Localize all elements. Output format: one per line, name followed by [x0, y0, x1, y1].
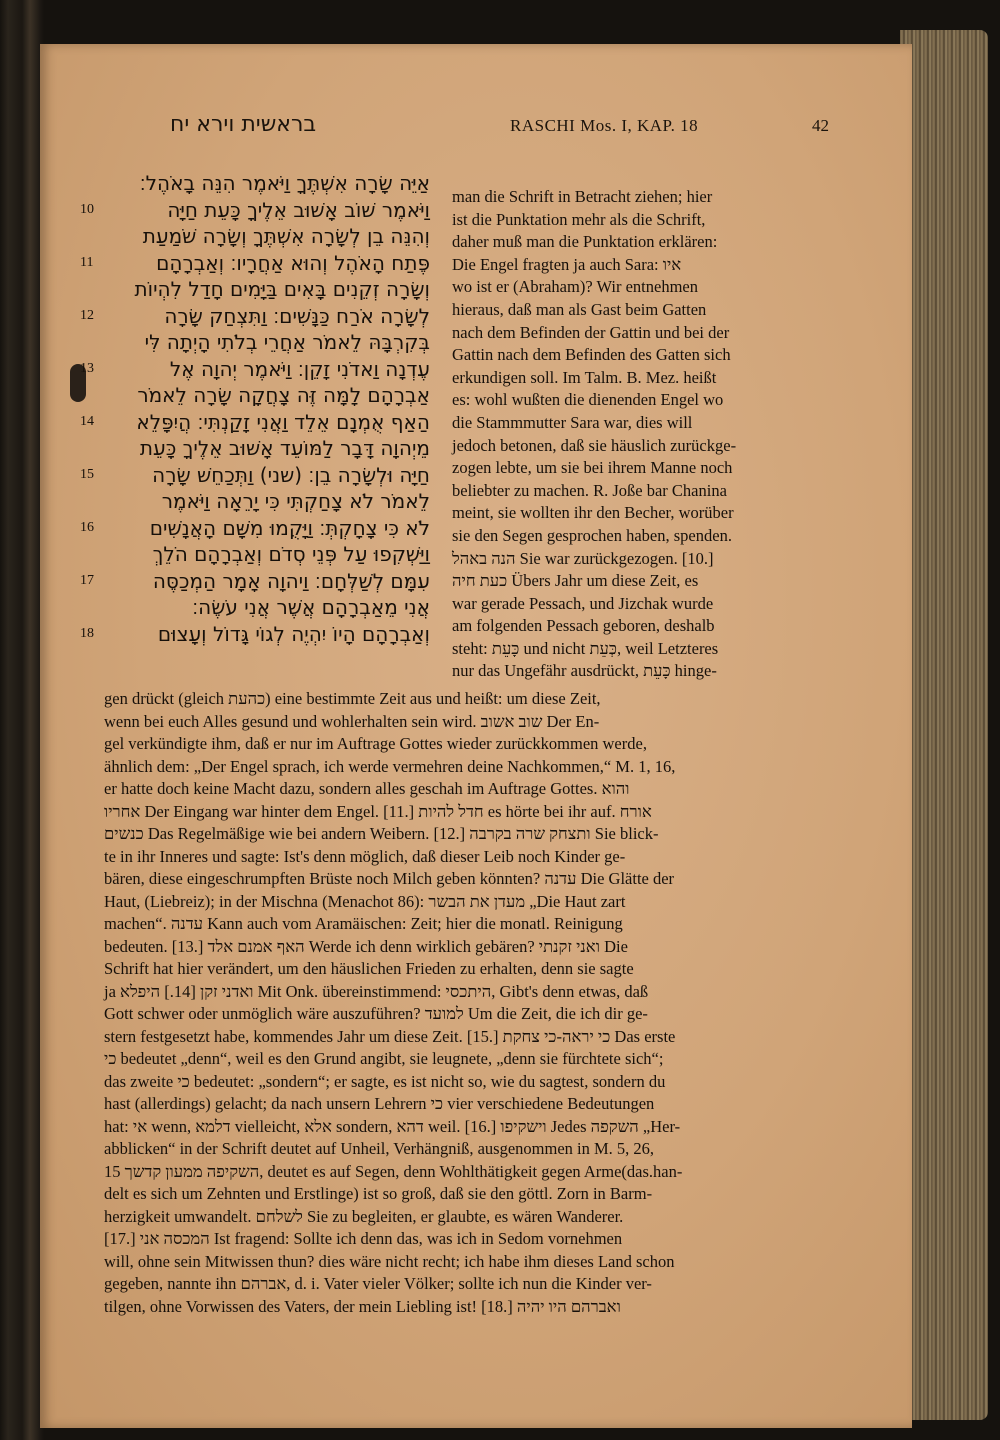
commentary-line: war gerade Pessach, und Jizchak wurde	[452, 593, 714, 613]
commentary-line: es: wohl wußten die dienenden Engel wo	[452, 390, 724, 410]
hebrew-verse-text: בְּקִרְבָּהּ לֵאמֹר אַחֲרֵי בְלֹתִי הָיְתָה לִּי	[144, 330, 430, 354]
commentary-line: te in ihr Inneres und sagte: Ist's denn möglich, daß dieser Leib noch Kinder ge-	[104, 846, 626, 866]
commentary-line: delt es sich um Zehnten und Erstlinge) ist so groß, daß sie den göttl. Zorn in Barm-	[104, 1184, 653, 1203]
hebrew-verse-line	[100, 435, 430, 462]
hebrew-verse-column	[80, 170, 430, 647]
hebrew-verse-text: לֹא כִּי צָחָקְתְּ׃ וַיָּקֻמוּ מִשָּׁם הָאֲנָשִׁים	[149, 515, 430, 540]
commentary-line: gegeben, nannte ihn אברהם, d. i. Vater vieler Völker; sollte ich nun die Kinder ver-	[104, 1274, 652, 1293]
hebrew-verse-line	[80, 409, 430, 436]
commentary-line: Haut, (Liebreiz); in der Mischna (Menachot 86): מעדן את הבשר „Die Haut zart	[104, 891, 626, 911]
commentary-line: man die Schrift in Betracht ziehen; hier	[452, 187, 713, 206]
commentary-line: כי bedeutet „denn“, weil es den Grund angibt, sie leugnete, „denn sie fürchtete sich“;	[104, 1049, 664, 1068]
commentary-line: nur das Ungefähr ausdrückt, כָּעֵת hinge-	[452, 661, 717, 681]
commentary-line: ja ואדני זקן [14.] היפלא Mit Onk. übereinstimmend: היתכסי, Gibt's denn etwas, daß	[104, 981, 649, 1001]
verse-number: 16	[80, 519, 94, 535]
verse-number: 18	[80, 625, 94, 641]
commentary-line: sie den Segen gesprochen haben, spenden.	[452, 525, 732, 545]
commentary-line: herzigkeit umwandelt. לשלחם Sie zu begleiten, er glaubte, es wären Wanderer.	[104, 1206, 624, 1226]
verse-number: 17	[80, 572, 94, 588]
hebrew-verse-text: לְשָׂרָה אֹרַח כַּנָּשִׁים׃ וַתִּצְחַק שָׂרָה	[164, 303, 430, 328]
commentary-line: tilgen, ohne Vorwissen des Vaters, der mein Liebling ist! [18.] ואברהם היו יהיה	[104, 1296, 621, 1316]
verse-number: 13	[80, 360, 94, 376]
verse-number: 12	[80, 307, 94, 323]
commentary-line: bären, diese eingeschrumpften Brüste noch Milch geben könnten? עדנה Die Glätte der	[104, 869, 675, 888]
commentary-line: stern festgesetzt habe, kommendes Jahr um diese Zeit. [15.] כי יראה-כי צחקת Das erste	[104, 1026, 676, 1046]
commentary-right-column	[452, 186, 830, 683]
hebrew-verse-line	[80, 303, 430, 330]
commentary-line: zogen lebte, um sie bei ihrem Manne noch	[452, 458, 733, 478]
hebrew-verse-text: אֲנִי מֵאַבְרָהָם אֲשֶׁר אֲנִי עֹשֶׂה׃	[192, 595, 430, 619]
commentary-line: כנשים Das Regelmäßige wie bei andern Weibern. [12.] ותצחק שרה בקרבה Sie blick-	[104, 824, 659, 843]
hebrew-verse-text: וַיֹּאמֶר שׁוֹב אָשׁוּב אֵלֶיךָ כָּעֵת חַיָּה	[167, 197, 430, 222]
commentary-line: er hatte doch keine Macht dazu, sondern alles geschah im Auftrage Gottes. והוא	[104, 779, 630, 798]
verse-number: 14	[80, 413, 94, 429]
commentary-line: hast (allerdings) gelacht; da nach unsern Lehrern כי vier verschiedene Bedeutungen	[104, 1094, 655, 1113]
verse-number: 10	[80, 201, 94, 217]
hebrew-verse-line	[80, 462, 430, 489]
page-edges	[900, 30, 988, 1420]
commentary-line: [17.] המכסה אני Ist fragend: Sollte ich denn das, was ich in Sedom vornehmen	[104, 1229, 623, 1248]
hebrew-verse-line	[100, 170, 430, 197]
hebrew-verse-text: לֵאמֹר לֹא צָחַקְתִּי כִּי יָרֵאָה וַיֹּאמֶר	[161, 489, 430, 513]
commentary-line: die Stammmutter Sara war, dies will	[452, 412, 693, 432]
hebrew-verse-line	[80, 621, 430, 648]
commentary-line: abblicken“ in der Schrift deutet auf Unheil, Verhängniß, ausgenommen in M. 5, 26,	[104, 1139, 655, 1158]
commentary-line: am folgenden Pessach geboren, deshalb	[452, 616, 715, 636]
hebrew-verse-line	[80, 250, 430, 277]
verse-number: 15	[80, 466, 94, 482]
hebrew-verse-text: וַיַּשְׁקִפוּ עַל פְּנֵי סְדֹם וְאַבְרָהָם הֹלֵךְ	[152, 542, 430, 566]
commentary-line: 15 השקיפה ממעון קדשך, deutet es auf Segen, denn Wohlthätigkeit gegen Arme(das.han-	[104, 1161, 683, 1181]
commentary-line: Die Engel fragten ja auch Sara: איו	[452, 254, 682, 274]
commentary-line: das zweite כי bedeutet: „sondern“; er sagte, es ist nicht so, wie du sagtest, sondern du	[104, 1071, 666, 1091]
hebrew-running-title: בראשית וירא יח	[170, 112, 317, 137]
page-number: 42	[812, 116, 829, 135]
commentary-line: machen“. עדנה Kann auch vom Aramäischen: Zeit; hier die monatl. Reinigung	[104, 914, 623, 933]
page-header	[120, 112, 840, 142]
commentary-line: כעת חיה Übers Jahr um diese Zeit, es	[452, 571, 699, 591]
hebrew-verse-text: מֵיְהוָה דָּבָר לַמּוֹעֵד אָשׁוּב אֵלֶיךָ כָּעֵת	[139, 436, 430, 460]
commentary-line: hat: אי wenn, דלמא vielleicht, אלא sondern, דהא weil. [16.] וישקיפו Jedes השקפה „Her-	[104, 1116, 681, 1136]
hebrew-verse-text: פֶּתַח הָאֹהֶל וְהוּא אַחֲרָיו׃ וְאַבְרָהָם	[156, 250, 430, 275]
commentary-line: wo ist er (Abraham)? Wir entnehmen	[452, 277, 698, 297]
hebrew-verse-line	[100, 594, 430, 621]
commentary-line: ähnlich dem: „Der Engel sprach, ich werde vermehren deine Nachkommen,“ M. 1, 16,	[104, 756, 676, 776]
hebrew-verse-line	[80, 568, 430, 595]
hebrew-verse-line	[80, 356, 430, 383]
hebrew-verse-text: וְאַבְרָהָם הָיוֹ יִהְיֶה לְגוֹי גָּדוֹל וְעָצוּם	[157, 621, 430, 646]
commentary-line: Gattin nach dem Befinden des Gatten sich	[452, 345, 731, 365]
commentary-line: erkundigen soll. Im Talm. B. Mez. heißt	[452, 367, 717, 387]
commentary-line: jedoch betonen, daß sie häuslich zurückge-	[452, 435, 737, 455]
hebrew-verse-line	[100, 488, 430, 515]
running-title: RASCHI Mos. I, KAP. 18	[510, 116, 699, 135]
commentary-line: Gott schwer oder unmöglich wäre auszuführen? למועד Um die Zeit, die ich dir ge-	[104, 1004, 648, 1023]
commentary-line: meint, sie wollten ihr den Becher, worüber	[452, 503, 734, 523]
commentary-line: הנה באהל Sie war zurückgezogen. [10.]	[452, 548, 714, 568]
commentary-line: gel verkündigte ihm, daß er nur im Auftrage Gottes wieder zurückkommen werde,	[104, 734, 647, 753]
commentary-line: bedeuten. [13.] האף אמנם אלד Werde ich denn wirklich gebären? ואני זקנתי Die	[104, 936, 628, 956]
hebrew-verse-line	[100, 382, 430, 409]
hebrew-verse-text: חַיָּה וּלְשָׂרָה בֵן׃ (שני) וַתְּכַחֵשׁ שָׂרָה	[152, 462, 430, 487]
hebrew-verse-text: וְשָׂרָה זְקֵנִים בָּאִים בַּיָּמִים חָדַל לִהְיוֹת	[134, 277, 430, 301]
hebrew-verse-text: עִמָּם לְשַׁלְּחָם׃ וַיהוָה אָמָר הַמְכַסֶּה	[152, 568, 430, 593]
commentary-line: wenn bei euch Alles gesund und wohlerhalten sein wird. שוב אשוב Der En-	[104, 711, 600, 731]
hebrew-verse-text: עֶדְנָה וַאדֹנִי זָקֵן׃ וַיֹּאמֶר יְהוָה אֶל	[169, 356, 430, 381]
hebrew-verse-text: אַבְרָהָם לָמָּה זֶּה צָחֲקָה שָׂרָה לֵאמֹר	[137, 383, 430, 407]
verse-number: 11	[80, 254, 94, 270]
hebrew-verse-text: הַאַף אֻמְנָם אֵלֵד וַאֲנִי זָקַנְתִּי׃ הֲיִפָּלֵא	[136, 409, 430, 434]
hebrew-verse-line	[100, 329, 430, 356]
commentary-full-width	[104, 688, 830, 1318]
commentary-line: will, ohne sein Mitwissen thun? dies wäre nicht recht; ich habe ihm dieses Land schon	[104, 1251, 675, 1271]
commentary-line: daher muß man die Punktation erklären:	[452, 232, 718, 252]
hebrew-verse-line	[100, 541, 430, 568]
commentary-line: nach dem Befinden der Gattin und bei der	[452, 322, 730, 342]
commentary-line: beliebter zu machen. R. Joße bar Chanina	[452, 480, 727, 500]
commentary-line: אחריו Der Eingang war hinter dem Engel. [11.] חדל להיות es hörte bei ihr auf. אורח	[104, 801, 652, 821]
commentary-line: hieraus, daß man als Gast beim Gatten	[452, 299, 707, 319]
commentary-line: Schrift hat hier verändert, um den häuslichen Frieden zu erhalten, denn sie sagte	[104, 959, 634, 978]
hebrew-verse-text: וְהִנֵּה בֵן לְשָׂרָה אִשְׁתֶּךָ וְשָׂרָה שֹׁמַעַת	[142, 224, 430, 248]
hebrew-verse-line	[80, 515, 430, 542]
commentary-line: steht: כָּעֵת und nicht כְּעֵת, weil Letzteres	[452, 638, 719, 658]
hebrew-verse-line	[80, 197, 430, 224]
commentary-line: ist die Punktation mehr als die Schrift,	[452, 209, 706, 229]
hebrew-verse-line	[100, 276, 430, 303]
hebrew-verse-line	[100, 223, 430, 250]
commentary-line: gen drückt (gleich כהעת) eine bestimmte Zeit aus und heißt: um diese Zeit,	[104, 689, 601, 708]
hebrew-verse-text: אַיֵּה שָׂרָה אִשְׁתֶּךָ וַיֹּאמֶר הִנֵּה בָאֹהֶל׃	[139, 171, 430, 195]
